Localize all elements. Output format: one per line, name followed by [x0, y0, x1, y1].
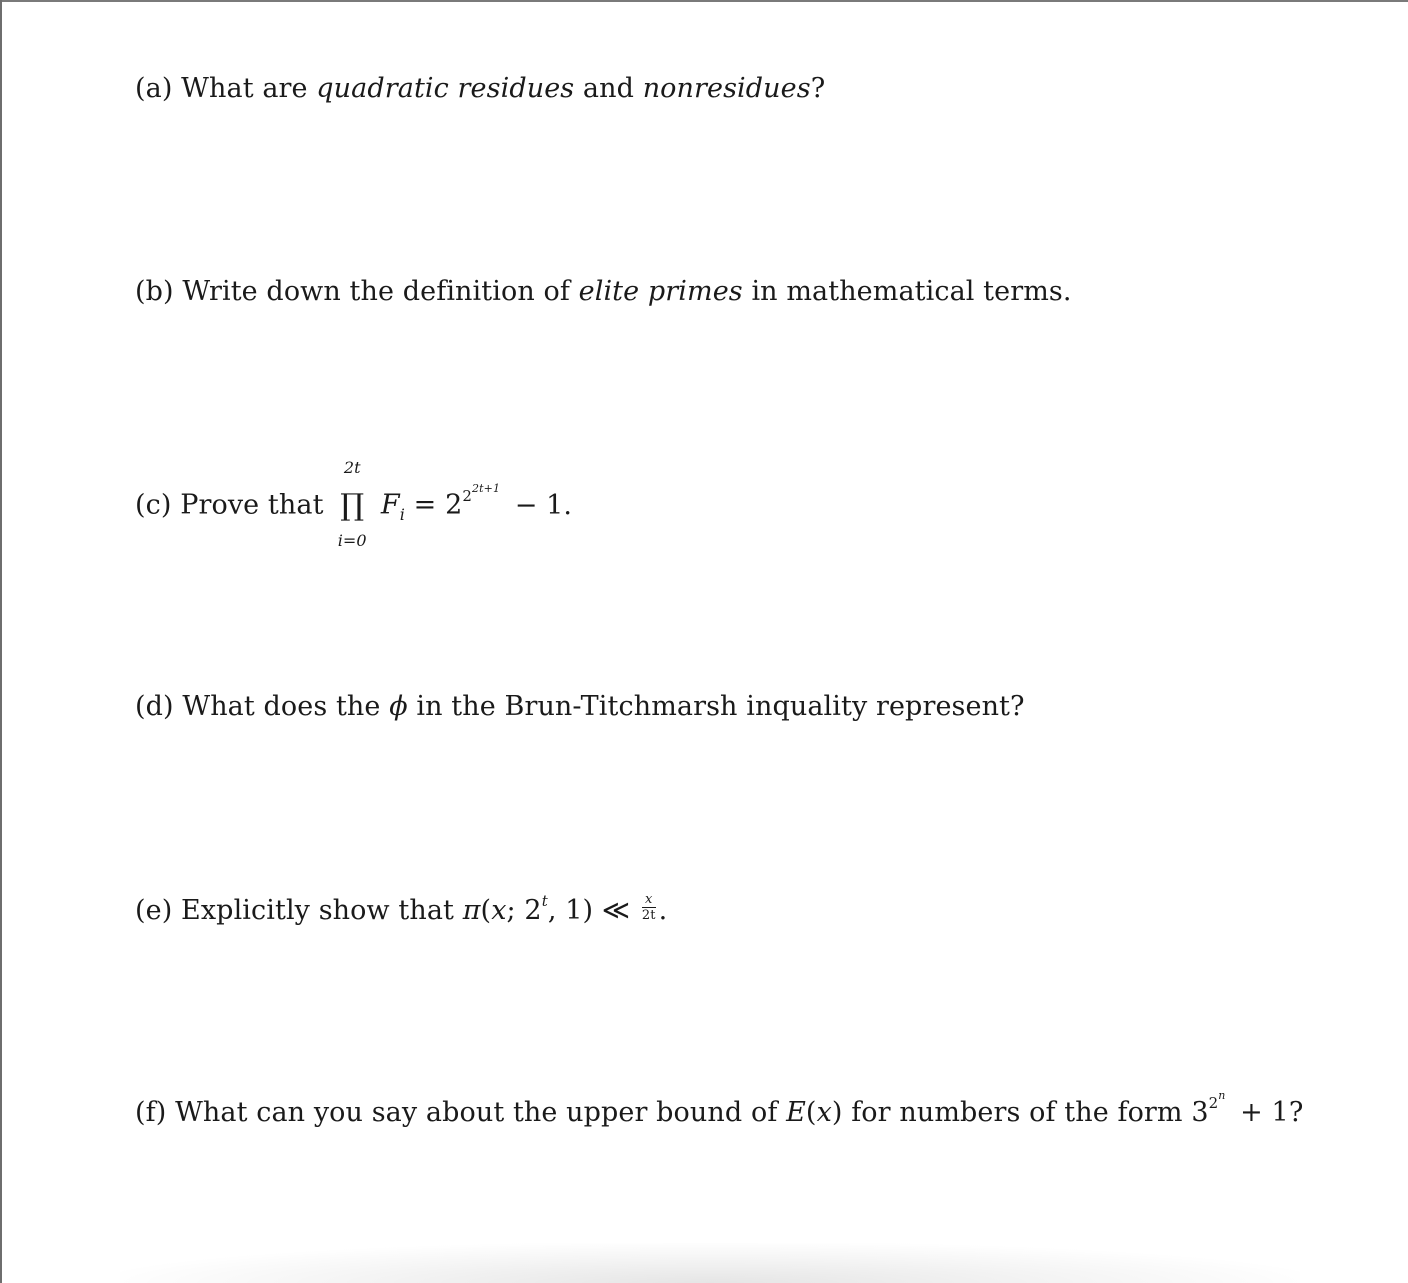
question-a	[135, 73, 825, 105]
question-f-text-mid: for numbers of the form	[851, 1097, 1183, 1128]
question-c-label: (c)	[135, 489, 172, 521]
power-exp-exp: 2t+1	[472, 481, 501, 495]
question-d-text: What does the	[182, 691, 381, 722]
product-lower-limit: i=0	[337, 530, 367, 550]
form-base: 3	[1191, 1097, 1209, 1128]
e-arg-close: )	[831, 1097, 843, 1128]
much-less-than: ≪	[601, 895, 631, 926]
question-a-conj: and	[582, 73, 634, 104]
fraction-denominator: 2t	[641, 908, 656, 923]
question-f-tail: + 1?	[1240, 1097, 1304, 1128]
term-nonresidues: nonresidues	[642, 73, 811, 104]
pi-args-close: , 1)	[547, 895, 594, 926]
question-f	[135, 1089, 1304, 1129]
term-elite-primes: elite primes	[578, 276, 743, 307]
equals-sign: =	[413, 489, 437, 521]
question-a-text: What are	[181, 73, 308, 104]
question-e-text: Explicitly show that	[181, 895, 454, 926]
question-a-label: (a)	[135, 73, 173, 104]
question-c-text: Prove that	[180, 489, 324, 521]
question-f-text: What can you say about the upper bound of	[175, 1097, 778, 1128]
question-b	[135, 276, 1072, 308]
product-symbol: ∏	[340, 488, 365, 523]
question-f-label: (f)	[135, 1097, 167, 1128]
fermat-subscript: i	[399, 504, 405, 524]
pi-arg-x: x	[491, 895, 507, 926]
question-a-end: ?	[810, 73, 826, 104]
question-b-text: Write down the definition of	[182, 276, 570, 307]
pi-args-open: (	[480, 895, 492, 926]
question-e-end: .	[658, 895, 668, 926]
fermat-var: F	[380, 489, 400, 521]
question-d-label: (d)	[135, 691, 174, 722]
page-left-border	[0, 0, 2, 1283]
e-var: E	[786, 1097, 806, 1128]
question-d-text-end: in the Brun-Titchmarsh inquality represent?	[416, 691, 1025, 722]
question-c-tail: − 1.	[514, 489, 573, 521]
question-b-text-end: in mathematical terms.	[751, 276, 1072, 307]
fraction-numerator: x	[642, 893, 656, 908]
product-operator	[334, 458, 370, 550]
e-arg: x	[816, 1097, 832, 1128]
bottom-shadow	[120, 1243, 1300, 1283]
form-exp-base: 2	[1208, 1094, 1219, 1112]
form-exp-exp: n	[1218, 1089, 1226, 1102]
pi-symbol: π	[462, 895, 481, 926]
fraction-x-over-2t	[642, 893, 656, 922]
product-upper-limit: 2t	[343, 458, 361, 477]
phi-symbol: ϕ	[389, 691, 408, 722]
e-arg-open: (	[805, 1097, 817, 1128]
page-top-border	[0, 0, 1408, 2]
question-d	[135, 691, 1025, 723]
power-base: 2	[445, 489, 463, 521]
question-e-label: (e)	[135, 895, 173, 926]
question-b-label: (b)	[135, 276, 174, 307]
question-c	[135, 458, 573, 550]
power-exp-base: 2	[462, 486, 473, 505]
pi-args-mid: ; 2	[506, 895, 542, 926]
term-quadratic-residues: quadratic residues	[316, 73, 575, 104]
question-e	[135, 892, 668, 927]
pi-args-sup: t	[541, 892, 548, 910]
